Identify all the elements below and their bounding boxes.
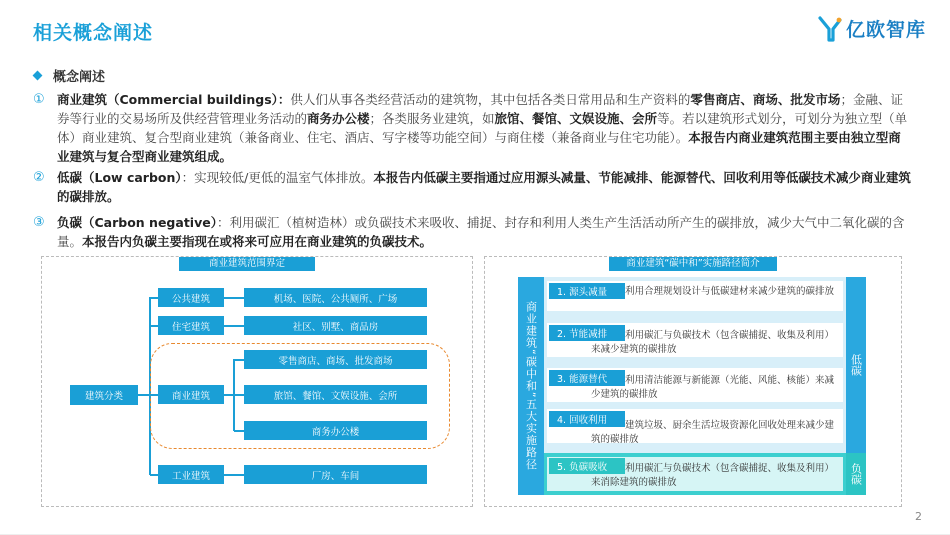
subcategory-box: 商务办公楼 [244, 421, 427, 440]
concept-item-commercial [33, 90, 913, 166]
step-description: 利用碳汇与负碳技术（包含碳捕捉、收集及利用）来减少建筑的碳排放 [591, 330, 835, 355]
text-segment: ；金融、证券等行业的交易场所及供经营管理业务活动的 [57, 92, 903, 126]
text-segment: 等。若以建筑形式划分，可划分为独立型（单体）商业建筑、复合型商业建筑（兼备商业、住宅、酒店、写字楼等功能空间）与商住楼（兼备商业与住宅功能）。 [57, 111, 908, 145]
subcategory-box: 零售商店、商场、批发商场 [244, 350, 427, 369]
step-label-negative-absorption: 5. 负碳吸收 [549, 458, 625, 474]
low-carbon-label-text: 低碳 [849, 354, 863, 376]
bold-text-segment: 商业建筑（Commercial buildings）： [57, 92, 291, 107]
scope-diagram-header: 商业建筑范围界定 [179, 257, 315, 271]
step-label-energy-saving: 2. 节能减排 [549, 325, 625, 341]
concept-item-low-carbon [33, 168, 913, 206]
step-label-source-reduction: 1. 源头减量 [549, 283, 625, 299]
step-label-energy-substitution: 3. 能源替代 [549, 370, 625, 386]
text-segment: 供人们从事各类经营活动的建筑物，其中包括各类日常用品和生产资料的 [290, 92, 691, 107]
category-box-industrial: 工业建筑 [158, 465, 224, 484]
pathway-diagram-panel [484, 256, 902, 507]
section-heading [34, 66, 105, 85]
negative-carbon-label-text: 负碳 [849, 463, 863, 485]
section-heading-text: 概念阐述 [53, 70, 106, 85]
bold-text-segment: 本报告内负碳主要指现在或将来可应用在商业建筑的负碳技术。 [82, 234, 433, 249]
bold-text-segment: 本报告内低碳主要指通过应用源头减量、节能减排、能源替代、回收利用等低碳技术减少商业建筑的碳排放。 [57, 170, 911, 204]
item-number: ① [33, 92, 45, 107]
diamond-bullet-icon [33, 71, 43, 81]
connector-line [150, 325, 158, 327]
step-label-recycling: 4. 回收利用 [549, 411, 625, 427]
page-number: 2 [915, 510, 922, 523]
category-box-commercial: 商业建筑 [158, 385, 224, 404]
step-description: 建筑垃圾、厨余生活垃圾资源化回收处理来减少建筑的碳排放 [591, 420, 835, 445]
pathway-vertical-label [518, 277, 544, 495]
item-text [57, 168, 913, 206]
logo-text: 亿欧智库 [845, 19, 926, 41]
connector-line [234, 394, 244, 396]
subcategory-box: 社区、别墅、商品房 [244, 316, 427, 335]
subcategory-box: 机场、医院、公共厕所、广场 [244, 288, 427, 307]
step-description: 利用合理规划设计与低碳建材来减少建筑的碳排放 [625, 286, 835, 297]
negative-carbon-label [846, 453, 866, 495]
bold-text-segment: 本报告内商业建筑范围主要由独立型商业建筑与复合型商业建筑组成。 [57, 130, 901, 164]
subcategory-box: 厂房、车间 [244, 465, 427, 484]
category-box-public: 公共建筑 [158, 288, 224, 307]
connector-line [224, 297, 244, 299]
step-description: 利用碳汇与负碳技术（包含碳捕捉、收集及利用）来消除建筑的碳排放 [591, 463, 835, 488]
connector-line [150, 394, 158, 396]
item-number: ③ [33, 215, 45, 230]
item-number: ② [33, 170, 45, 185]
bold-text-segment: 低碳（Low carbon） [57, 170, 182, 185]
connector-line [150, 474, 158, 476]
connector-line [224, 474, 244, 476]
page-title: 相关概念阐述 [33, 22, 154, 44]
logo-icon [818, 16, 842, 42]
text-segment: ；各类服务业建筑，如 [369, 111, 495, 126]
scope-diagram-panel [41, 256, 473, 507]
item-text [57, 213, 913, 251]
text-segment: ：实现较低/更低的温室气体排放。 [181, 170, 374, 185]
text-segment: ：利用碳汇（植树造林）或负碳技术来吸收、捕捉、封存和利用人类生产生活活动所产生的碳排放，减少大气中二氧化碳的含量。 [57, 215, 905, 249]
connector-line [234, 430, 244, 432]
pathway-vertical-label-text: 商业建筑“碳中和”五大实施路径 [524, 301, 538, 471]
connector-line [150, 297, 158, 299]
connector-line [234, 359, 244, 361]
low-carbon-label [846, 277, 866, 453]
root-category-box: 建筑分类 [70, 385, 138, 405]
pathway-diagram-header: 商业建筑“碳中和”实施路径简介 [609, 257, 777, 271]
item-text [57, 90, 913, 166]
bold-text-segment: 负碳（Carbon negative） [57, 215, 217, 230]
bold-text-segment: 零售商店、商场、批发市场 [690, 92, 841, 107]
concept-item-carbon-negative [33, 213, 913, 251]
logo [818, 15, 926, 42]
subcategory-box: 旅馆、餐馆、文娱设施、会所 [244, 385, 427, 404]
bold-text-segment: 商务办公楼 [307, 111, 370, 126]
connector-line [224, 325, 244, 327]
bold-text-segment: 旅馆、餐馆、文娱设施、会所 [494, 111, 658, 126]
step-description: 利用清洁能源与新能源（光能、风能、核能）来减少建筑的碳排放 [591, 375, 835, 400]
category-box-residential: 住宅建筑 [158, 316, 224, 335]
